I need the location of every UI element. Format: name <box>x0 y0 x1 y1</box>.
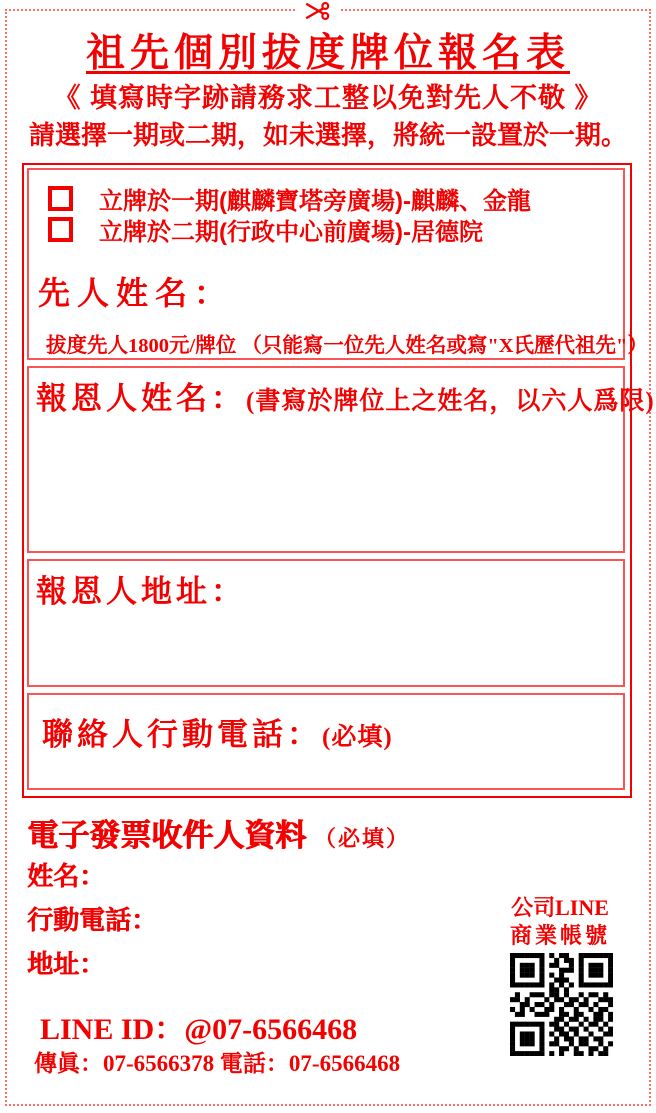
invoice-address-label: 地址： <box>27 949 106 979</box>
donor-name-note: (書寫於牌位上之姓名，以六人爲限) <box>246 388 655 415</box>
company-line-label-line2: 商業帳號 <box>509 923 610 948</box>
period-and-ancestor-box <box>27 168 648 360</box>
invoice-section-heading <box>27 810 410 855</box>
form-outer-box <box>22 163 655 798</box>
invoice-heading-text: 電子發票收件人資料 <box>27 818 306 853</box>
contact-phone-label-row <box>42 709 393 754</box>
period-1-checkbox[interactable] <box>48 186 73 211</box>
contact-phone-label: 聯絡人行動電話： <box>42 717 322 752</box>
company-line-label-line1: 公司LINE <box>511 895 609 920</box>
ancestor-name-write-area[interactable] <box>259 262 613 312</box>
period-selection-notice: 請選擇一期或二期，如未選擇，將統一設置於一期。 <box>28 120 627 150</box>
invoice-name-field[interactable] <box>27 856 105 893</box>
period-1-label: 立牌於一期(麒麟寶塔旁廣場)-麒麟、金龍 <box>99 188 531 215</box>
handwriting-warning: 《 填寫時字跡請務求工整以免對先人不敬 》 <box>53 83 603 113</box>
invoice-phone-label: 行動電話： <box>27 905 158 935</box>
fax-and-phone-text: 傳眞：07-6566378 電話：07-6566468 <box>34 1051 401 1076</box>
donor-name-label: 報恩人姓名： <box>36 381 246 416</box>
page-title: 祖先個別拔度牌位報名表 <box>85 32 570 75</box>
invoice-phone-field[interactable] <box>27 900 157 937</box>
invoice-address-field[interactable] <box>27 944 105 981</box>
line-id-text: LINE ID：@07-6566468 <box>40 1013 358 1046</box>
contact-phone-note: (必填) <box>322 724 393 751</box>
line-qr-code <box>510 953 613 1056</box>
invoice-name-label: 姓名： <box>27 861 106 891</box>
donor-name-box[interactable] <box>27 366 655 553</box>
period-option-2[interactable] <box>48 212 483 247</box>
donor-name-label-row <box>36 373 655 418</box>
donor-address-label: 報恩人地址： <box>36 574 246 609</box>
donor-address-box[interactable] <box>27 559 625 687</box>
period-option-1[interactable] <box>48 181 531 216</box>
price-note: 拔度先人1800元/牌位 （只能寫一位先人姓名或寫"X氏歷代祖先"） <box>46 335 648 357</box>
period-2-checkbox[interactable] <box>48 217 73 242</box>
scissors-icon <box>296 0 340 22</box>
period-2-label: 立牌於二期(行政中心前廣場)-居德院 <box>99 219 483 246</box>
ancestor-name-label: 先人姓名： <box>38 275 234 311</box>
invoice-heading-note: （必填） <box>314 826 411 851</box>
company-line-account-label <box>505 894 615 950</box>
contact-phone-box[interactable] <box>27 693 625 790</box>
